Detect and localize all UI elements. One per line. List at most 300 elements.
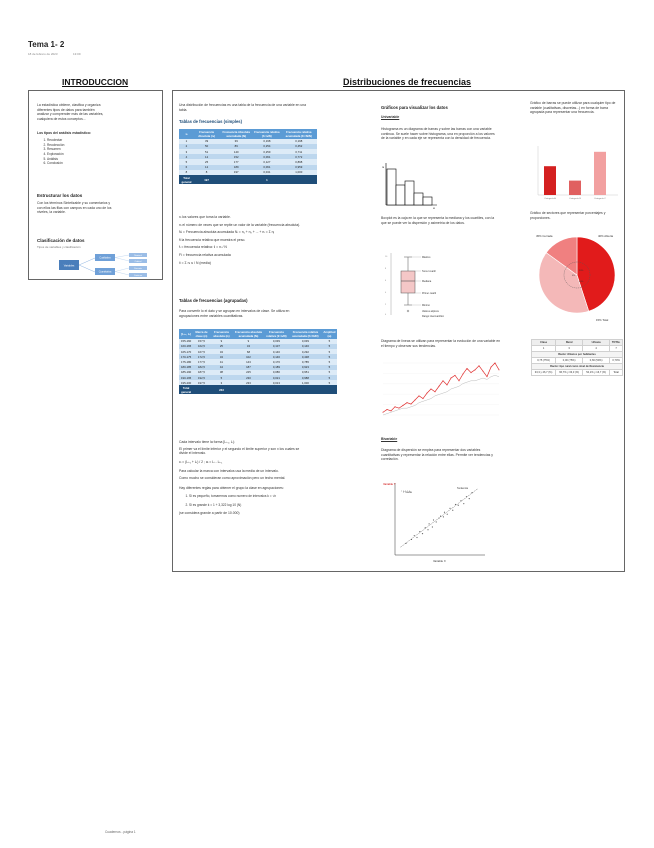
table-cell: 102 xyxy=(233,354,264,359)
table-cell: 5 xyxy=(210,375,233,380)
scatter-point xyxy=(419,531,420,532)
table-cell: 5 xyxy=(322,365,337,370)
hist-x-label: xᵢ xyxy=(433,206,435,209)
pie-chart xyxy=(530,229,624,325)
stats-cell: 0,70% xyxy=(610,358,623,364)
svg-text:2: 2 xyxy=(385,304,387,306)
bar-label: Categoría C xyxy=(594,198,606,200)
table-cell: 39 xyxy=(219,139,253,144)
bars-text: Gráfico de barras se puede utilizar para cualquier tipo de variable (cualitativas, discretas...) en forma de barra agrupada para representar una frecuencia. xyxy=(530,101,616,115)
table-cell: 5 xyxy=(322,339,337,344)
boxplot-outlier xyxy=(407,310,409,312)
stats-cell: 66,7% y 33,3 (%) xyxy=(556,370,583,376)
table-cell: 0,021 xyxy=(264,375,289,380)
svg-text:10: 10 xyxy=(385,256,388,258)
table-cell: 0,146 xyxy=(264,349,289,354)
table-cell: 162,5 xyxy=(193,344,210,349)
line-point xyxy=(499,369,500,370)
col-header: Frecuencia relativa (fᵢ=nᵢ/N) xyxy=(254,129,280,138)
formula-line: x̄ = Σ nᵢ xᵢ / N (media) xyxy=(179,260,211,265)
table-cell xyxy=(264,385,289,394)
table-cell: 8 xyxy=(194,170,219,175)
line-series xyxy=(383,363,499,412)
note-line: Cada intervalo tiene la forma [Lᵢ-₁, Lᵢ) xyxy=(179,440,235,444)
scatter-point xyxy=(449,508,450,509)
table-cell: 140 xyxy=(219,149,253,154)
formula-line: Nᵢ = Frecuencia absoluta acumulada Nᵢ = n₁ + n₂ + ... + nᵢ = Σ nⱼ xyxy=(179,230,275,235)
scatter-y-title: Variable Y xyxy=(383,482,396,486)
note-line: Para calcular la marca con intervalos usa la media de un intervalo. xyxy=(179,469,279,474)
table-cell: 5 xyxy=(322,344,337,349)
grouped-table-title: Tablas de frecuencias (agrupadas) xyxy=(179,298,248,303)
scatter-annotation: Y media xyxy=(403,491,412,494)
diagram-root-label: Variables xyxy=(63,264,75,268)
note-line: El primer va el límite inferior y el segundo el límite superior y son x los cuales se divide el intervalo. xyxy=(179,446,300,456)
line-point xyxy=(467,368,468,369)
stats-cell: Total xyxy=(610,370,623,376)
boxplot-box xyxy=(401,271,415,293)
steps-list xyxy=(37,138,97,166)
col-header: Frecuencia relativa acumulada (Fᵢ=Nᵢ/N) xyxy=(281,129,317,139)
table-cell: 0,951 xyxy=(289,370,322,375)
table-cell: 185-190 xyxy=(180,370,192,375)
col-header: Frecuencia Absoluta acumulada (Nᵢ) xyxy=(219,129,253,139)
line-point xyxy=(475,369,476,370)
stats-cell: 7 xyxy=(610,346,623,352)
hist-bar xyxy=(387,169,396,205)
table-cell: 152 xyxy=(219,154,253,159)
scatter-trend-line xyxy=(401,489,478,547)
classification-diagram xyxy=(37,253,157,279)
step-item: 5. Análisis xyxy=(47,157,97,162)
line-point xyxy=(407,402,408,403)
scatter-point xyxy=(458,505,459,506)
line-series xyxy=(383,375,499,415)
grouped-freq-table xyxy=(179,329,337,394)
table-cell: 233 xyxy=(233,380,264,385)
table-cell: 0,127 xyxy=(253,159,280,164)
col-header: Frecuencia Absoluta (nᵢ) xyxy=(194,129,219,139)
table-cell: 5 xyxy=(322,359,337,364)
table-cell: 170-175 xyxy=(180,354,192,359)
table-cell: 89 xyxy=(219,144,253,149)
note-line: Como mucho se consideran como aproximación pero un techo mental. xyxy=(179,475,286,480)
diagram-node-label: Cualitativa xyxy=(99,256,111,260)
stats-header: TOTAL xyxy=(610,340,623,346)
table-cell: 182,5 xyxy=(193,365,210,370)
table-cell xyxy=(281,175,317,184)
dist-heading: Distribuciones de frecuencias xyxy=(343,77,472,87)
scatter-text: Diagrama de dispersión se emplea para representar dos variables cuantitativas y representar la relación entre ellas. Permite ver tendencias y correlación. xyxy=(381,448,493,462)
table-cell: 25 xyxy=(194,159,219,164)
table-cell: 0,292 xyxy=(289,349,322,354)
scatter-point xyxy=(455,504,456,505)
col-header: [Lᵢ-₁, Lᵢ) xyxy=(179,329,193,339)
table-cell: 197,5 xyxy=(193,380,210,385)
table-cell: 0,772 xyxy=(281,154,317,159)
table-cell: 0,254 xyxy=(253,144,280,149)
table-cell: 38 xyxy=(210,370,233,375)
hist-bar xyxy=(405,181,414,205)
line-point xyxy=(479,365,480,366)
svg-text:6: 6 xyxy=(385,280,387,282)
diagram-node-label: Nominal xyxy=(134,254,142,257)
histogram-text: Histograma es un diagrama de barras y sobre las barras con una variable continua. Se suele hacer sobre histograma, una en proporción a los valores de la variable y en cada eje se representa con la densidad de frecuencia. xyxy=(381,127,495,141)
table-cell xyxy=(233,385,264,394)
table-cell xyxy=(219,175,253,184)
bar-chart xyxy=(530,143,622,205)
boxplot-label: Valores atípicos xyxy=(422,310,439,313)
formula-line: fi la frecuencia relativa que muestra el peso. xyxy=(179,237,246,242)
formula-line: fᵢ = frecuencia relativa: fᵢ = nᵢ / N xyxy=(179,245,227,250)
col-header: Frecuencia absoluta (nᵢ) xyxy=(210,329,233,339)
univariante-label: Univariable xyxy=(381,115,400,119)
table-cell: 51 xyxy=(194,149,219,154)
table-cell: 225 xyxy=(233,370,264,375)
stats-cell: 4 xyxy=(583,346,610,352)
table-cell: 0,146 xyxy=(289,344,322,349)
table-cell: 1 xyxy=(179,139,194,144)
stats-cell: 1 xyxy=(532,346,556,352)
table-cell: 0,711 xyxy=(281,149,317,154)
table-cell: Total general xyxy=(179,385,193,394)
table-cell: 39 xyxy=(194,139,219,144)
table-cell: 9 xyxy=(210,339,233,344)
pie-center-label: 40% xyxy=(579,281,584,283)
line-point xyxy=(395,406,396,407)
table-cell: 1,000 xyxy=(281,170,317,175)
boxplot-label: Primer cuartil xyxy=(422,292,437,295)
grouped-table-body xyxy=(179,339,337,395)
scatter-point xyxy=(416,537,417,538)
scatter-point xyxy=(425,527,426,528)
line-point xyxy=(455,375,456,376)
table-cell: 50 xyxy=(194,144,219,149)
bar-label: Categoría B xyxy=(569,198,581,200)
page-title: Tema 1- 2 xyxy=(28,40,65,49)
table-cell: 0,452 xyxy=(281,144,317,149)
simple-table-title: Tablas de frecuencias (simples) xyxy=(179,119,242,124)
table-cell: 3 xyxy=(210,380,233,385)
table-cell: 44 xyxy=(210,365,233,370)
stats-cell: 3 xyxy=(556,346,583,352)
simple-freq-table xyxy=(179,129,317,184)
pie-center-label: 0% xyxy=(572,275,576,277)
stats-header: Rural xyxy=(556,340,583,346)
line-point xyxy=(471,372,472,373)
table-cell: 5 xyxy=(322,349,337,354)
table-cell: 0,146 xyxy=(264,354,289,359)
table-cell xyxy=(289,385,322,394)
table-cell: 189 xyxy=(219,165,253,170)
step-item: 3. Resumen xyxy=(47,147,97,152)
stats-header: Clase xyxy=(532,340,556,346)
pie-label: 15% Total xyxy=(596,318,609,322)
diagram-node-label: Cuantitativa xyxy=(98,270,112,274)
formula-line: nᵢ el número de veces que se repite un valor de la variable (frecuencia absoluta). xyxy=(179,222,301,227)
line-point xyxy=(431,389,432,390)
line-point xyxy=(443,380,444,381)
stats-cell: 33,3 y 46,7 (%) xyxy=(532,370,556,376)
table-cell: 5 xyxy=(322,375,337,380)
table-cell: 0,176 xyxy=(264,359,289,364)
table-cell: 175-180 xyxy=(180,359,192,364)
scatter-point xyxy=(432,526,433,527)
boxplot-label: Mediana xyxy=(422,280,432,283)
line-point xyxy=(415,399,416,400)
dist-panel xyxy=(172,90,625,572)
svg-text:8: 8 xyxy=(385,268,387,270)
hist-bar xyxy=(396,185,405,205)
scatter-point xyxy=(469,498,470,499)
diagram-node-label: Continua xyxy=(133,274,143,277)
pie-text: Gráfico de sectores que representar porcentajes y proporciones. xyxy=(530,211,606,220)
table-cell: 0,086 xyxy=(264,370,289,375)
diagram-node-label: Discreta xyxy=(134,267,142,270)
pie-label: 40% Abierta xyxy=(598,234,614,238)
scatter-point xyxy=(444,512,445,513)
charts-title: Gráficos para visualizar los datos xyxy=(381,105,448,110)
table-cell: 165-170 xyxy=(180,349,192,354)
line-point xyxy=(419,395,420,396)
table-cell xyxy=(322,385,337,394)
line-point xyxy=(483,371,484,372)
table-cell: 0,959 xyxy=(281,165,317,170)
table-cell: 0,198 xyxy=(253,139,280,144)
stats-cell: 54,1% y 16,7 (%) xyxy=(583,370,610,376)
clasif-caption: Tipos de variables y clasificación xyxy=(37,245,81,249)
table-cell: 34 xyxy=(210,349,233,354)
table-cell: 4 xyxy=(179,154,194,159)
formula-block xyxy=(179,215,314,265)
simple-table-body xyxy=(179,139,317,185)
table-cell: 0,438 xyxy=(289,354,322,359)
table-cell: 180-185 xyxy=(180,365,192,370)
rule-item: 2. Si es grande k = 1 + 3,322 log 10 (N) xyxy=(189,503,309,508)
step-item: 6. Conclusión xyxy=(47,161,97,166)
line-point xyxy=(391,410,392,411)
hist-bar xyxy=(423,197,432,205)
line-point xyxy=(435,391,436,392)
line-point xyxy=(411,404,412,405)
scatter-point xyxy=(443,516,444,517)
boxplot-label: Máximo xyxy=(422,256,431,259)
stats-band: Razón: tipo rural como nivel de Resistencia xyxy=(532,364,623,370)
col-header: Frecuencia absoluta acumulada (Nᵢ) xyxy=(234,329,262,338)
hist-bar xyxy=(414,193,423,205)
table-cell: 155-160 xyxy=(180,339,192,344)
table-cell: 177 xyxy=(219,159,253,164)
steps-title: Los tipos del análisis estadístico: xyxy=(37,131,92,135)
line-point xyxy=(495,363,496,364)
svg-text:0: 0 xyxy=(385,314,387,316)
table-cell: 68 xyxy=(233,349,264,354)
formula-line: xᵢ los valores que toma la variable. xyxy=(179,215,231,219)
table-cell: 0,189 xyxy=(264,365,289,370)
table-cell: 2 xyxy=(179,144,194,149)
table-cell: 12 xyxy=(194,154,219,159)
table-cell: 0,259 xyxy=(253,149,280,154)
stats-header: Urbana xyxy=(583,340,610,346)
table-cell: 195-200 xyxy=(180,380,192,385)
dist-intro-text: Una distribución de frecuencias es una tabla de la frecuencia de una variable en una tabla. xyxy=(179,103,307,112)
table-cell: 197 xyxy=(194,175,219,184)
scatter-annotation: Tendencia xyxy=(457,487,468,490)
col-header: Amplitud (aᵢ) xyxy=(323,329,336,338)
table-cell: 0,061 xyxy=(253,165,280,170)
table-cell: 233 xyxy=(210,385,233,394)
note-line: cᵢ = (Lᵢ-₁ + Lᵢ) / 2 ; aᵢ = Lᵢ - Lᵢ-₁ xyxy=(179,459,223,464)
page-footer: Cuadernos - página 1 xyxy=(105,830,136,834)
boxplot-label: Mínimo xyxy=(422,304,430,307)
table-cell: 192,5 xyxy=(193,375,210,380)
scatter-point xyxy=(414,535,415,536)
table-cell: 177,5 xyxy=(193,359,210,364)
estructurar-title: Estructurar los datos xyxy=(37,193,83,198)
table-cell: 190-195 xyxy=(180,375,192,380)
line-point xyxy=(427,393,428,394)
scatter-point xyxy=(463,503,464,504)
table-cell: 5 xyxy=(322,354,337,359)
table-cell: 0,013 xyxy=(264,380,289,385)
table-cell: 0,041 xyxy=(253,170,280,175)
line-point xyxy=(399,408,400,409)
bar xyxy=(569,181,581,195)
line-chart-text: Diagrama de líneas se utilizan para representar la evolución de una variable en el tiempo y observar sus tendencias. xyxy=(381,339,501,348)
table-cell: 197 xyxy=(219,170,253,175)
bivariante-label: Bivariable xyxy=(381,437,398,441)
scatter-point xyxy=(436,521,437,522)
pie-label: 45% Cerrada xyxy=(536,234,553,238)
table-cell: 25 xyxy=(210,344,233,349)
table-cell: 1 xyxy=(253,175,280,184)
scatter-point xyxy=(427,529,428,530)
table-cell: Total general xyxy=(179,175,194,184)
note-line: Hay diferentes reglas para obtener el grupo la clase en agrupaciones: xyxy=(179,485,284,490)
col-header: Marca de clase (cᵢ) xyxy=(193,329,210,339)
line-point xyxy=(403,405,404,406)
table-cell: 160-165 xyxy=(180,344,192,349)
line-point xyxy=(451,378,452,379)
line-point xyxy=(459,380,460,381)
table-cell: 1,000 xyxy=(289,380,322,385)
svg-text:4: 4 xyxy=(385,292,387,294)
line-point xyxy=(423,398,424,399)
table-cell: 34 xyxy=(233,344,264,349)
table-cell: 3 xyxy=(179,149,194,154)
table-cell: 187 xyxy=(233,365,264,370)
intro-paragraph: La estadística obtiene, clasifica y organiza diferentes tipos de datos para también analizar y comprender más de las variables, cualquiera de estos conceptos... xyxy=(37,103,104,121)
table-cell: 0,107 xyxy=(264,344,289,349)
line-chart xyxy=(381,361,501,419)
step-item: 2. Recolección xyxy=(47,143,97,148)
col-header: xᵢ xyxy=(179,129,194,139)
scatter-point xyxy=(433,519,434,520)
line-point xyxy=(383,412,384,413)
table-cell: 12 xyxy=(194,165,219,170)
table-cell: 230 xyxy=(233,375,264,380)
table-cell: 0,039 xyxy=(289,339,322,344)
formula-line: Fi = frecuencia relativa acumulada xyxy=(179,252,231,257)
table-cell: 0,198 xyxy=(281,139,317,144)
stats-band: Razón Urbanos por habitantes xyxy=(532,352,623,358)
bar xyxy=(544,166,556,195)
table-cell: 41 xyxy=(210,359,233,364)
step-item: 1. Recolectar xyxy=(47,138,97,143)
table-cell: 0,898 xyxy=(281,159,317,164)
stats-cell: 0,66 (50%) xyxy=(583,358,610,364)
histogram-chart xyxy=(381,161,441,209)
table-cell: 0,785 xyxy=(289,359,322,364)
bar xyxy=(594,152,606,195)
table-cell: 143 xyxy=(233,359,264,364)
table-cell: 0,061 xyxy=(253,154,280,159)
table-cell: 5 xyxy=(322,380,337,385)
table-cell: 157,5 xyxy=(193,339,210,344)
rules-list xyxy=(179,494,309,507)
estructurar-text: Con los términos Sintetizable y su comentarios y con ellos las filas con campos en cada uno de los niveles, la variable. xyxy=(37,201,112,215)
table-cell xyxy=(193,385,210,394)
table-cell: 34 xyxy=(210,354,233,359)
table-cell: 9 xyxy=(233,339,264,344)
col-header: Frecuencia relativa (fᵢ=nᵢ/N) xyxy=(264,329,289,339)
clasif-title: Clasificación de datos xyxy=(37,238,85,243)
line-point xyxy=(491,367,492,368)
intro-heading: INTRODUCCION xyxy=(62,77,129,87)
table-total-row xyxy=(179,175,317,184)
scatter-point xyxy=(447,514,448,515)
table-cell: 5 xyxy=(179,159,194,164)
table-cell: 6 xyxy=(179,165,194,170)
grouped-intro-text: Para convertir lo el dato y se agrupan en intervalos de clase. Se utiliza en agrupaciones entre variables cuantitativas. xyxy=(179,309,290,318)
scatter-point xyxy=(429,523,430,524)
step-item: 4. Exploración xyxy=(47,152,97,157)
scatter-chart xyxy=(381,479,491,565)
stats-table xyxy=(531,339,623,376)
line-point xyxy=(463,373,464,374)
grouped-notes xyxy=(179,440,309,516)
scatter-point xyxy=(452,510,453,511)
line-point xyxy=(439,386,440,387)
boxplot-label: Tercer cuartil xyxy=(422,270,436,273)
table-cell: 187,5 xyxy=(193,370,210,375)
page-date: 18 de febrero de 2023 xyxy=(28,52,58,56)
hist-y-label: nᵢ xyxy=(382,165,385,169)
scatter-point xyxy=(422,533,423,534)
boxplot-label: Rango intercuartílico xyxy=(422,315,444,318)
stats-cell: 0,00 (75%) xyxy=(556,358,583,364)
boxplot-chart xyxy=(381,249,461,321)
table-cell: 5 xyxy=(322,370,337,375)
table-cell: 167,5 xyxy=(193,349,210,354)
page-time: 13:09 xyxy=(73,52,81,56)
table-cell: 0,923 xyxy=(289,365,322,370)
table-cell: 0,039 xyxy=(264,339,289,344)
bar-label: Categoría A xyxy=(544,198,556,200)
line-point xyxy=(387,409,388,410)
table-total-row xyxy=(179,385,337,394)
rule-item: 1. Si es pequeño, tomaremos como numero de intervalos k = √n xyxy=(189,494,309,499)
col-header: Frecuencia relativa acumulada (Fᵢ=Nᵢ/N) xyxy=(289,329,322,339)
rules-note: (se considera grande a partir de 10.000) xyxy=(179,511,240,516)
diagram-node-label: Ordinal xyxy=(134,260,142,263)
line-point xyxy=(487,376,488,377)
stats-cell: 0,75 (75%) xyxy=(532,358,556,364)
scatter-x-title: Variable X xyxy=(433,559,446,563)
pie-center-label: 20% xyxy=(579,270,584,272)
boxplot-text: Boxplot es la caja en la que se representa la mediana y los cuartiles, con la que se puede ver la dispersión y asimetría de los datos. xyxy=(381,216,495,225)
table-cell: 172,5 xyxy=(193,354,210,359)
